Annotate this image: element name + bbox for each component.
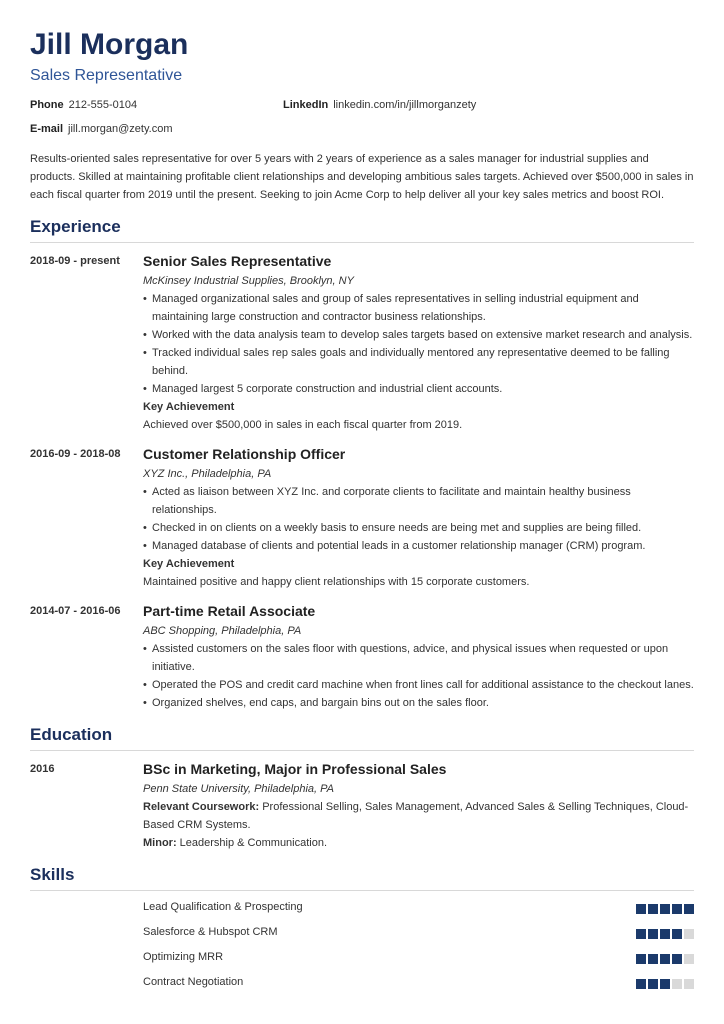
skill-rating	[636, 929, 694, 939]
skill-row	[30, 972, 694, 997]
experience-entry	[30, 251, 694, 434]
contact-phone	[30, 98, 137, 112]
responsibility-item: • Managed organizational sales and group of sales representatives in selling industrial equipment and maintaining large construction and contractor business relationships.	[143, 290, 694, 326]
skill-rating	[636, 954, 694, 964]
skills-list	[30, 897, 694, 997]
experience-entry	[30, 601, 694, 712]
job-title: Part-time Retail Associate	[143, 603, 316, 619]
rating-square-filled	[660, 929, 670, 939]
responsibility-item: • Organized shelves, end caps, and bargain bins out on the sales floor.	[143, 694, 694, 712]
candidate-title: Sales Representative	[30, 67, 183, 84]
rating-square-filled	[648, 979, 658, 989]
responsibility-item: • Managed largest 5 corporate construction and industrial client accounts.	[143, 380, 694, 398]
company-location: McKinsey Industrial Supplies, Brooklyn, NY	[143, 275, 354, 287]
key-achievement-label: Key Achievement	[143, 558, 235, 570]
linkedin-label: LinkedIn	[283, 99, 329, 111]
skills-heading: Skills	[30, 864, 694, 891]
responsibility-list	[143, 640, 694, 712]
skill-row	[30, 947, 694, 972]
degree-title: BSc in Marketing, Major in Professional Sales	[143, 761, 447, 777]
responsibility-list	[143, 290, 694, 398]
experience-heading: Experience	[30, 216, 694, 243]
experience-entry	[30, 444, 694, 591]
rating-square-filled	[636, 904, 646, 914]
phone-value: 212-555-0104	[68, 99, 138, 111]
rating-square-filled	[636, 979, 646, 989]
skill-rating	[636, 904, 694, 914]
skill-row	[30, 897, 694, 922]
company-location: XYZ Inc., Philadelphia, PA	[143, 468, 272, 480]
entry-body	[143, 759, 694, 852]
company-location: ABC Shopping, Philadelphia, PA	[143, 625, 302, 637]
entry-dates: 2014-07 - 2016-06	[30, 605, 121, 617]
rating-square-filled	[672, 954, 682, 964]
rating-square-empty	[672, 979, 682, 989]
rating-square-filled	[648, 904, 658, 914]
profile-summary: Results-oriented sales representative for over 5 years with 2 years of experience as a sales manager for industrial supplies and products. Skilled at maintaining profitable client relationships and developing ambitious sales targets. Achieved over $500,000 in sales in each fiscal quarter from 2019 until the present. Seeking to join Acme Corp to help deliver all your key sales metrics and boost ROI.	[30, 153, 694, 201]
education-heading: Education	[30, 724, 694, 751]
entry-body	[143, 601, 694, 712]
responsibility-item: • Tracked individual sales rep sales goals and individually mentored any representative deemed to be falling behind.	[143, 344, 694, 380]
responsibility-item: • Assisted customers on the sales floor with questions, advice, and physical issues when requested or upon initiative.	[143, 640, 694, 676]
key-achievement-text: Achieved over $500,000 in sales in each fiscal quarter from 2019.	[143, 419, 463, 431]
linkedin-value[interactable]: linkedin.com/in/jillmorganzety	[333, 99, 477, 111]
minor-label: Minor:	[143, 837, 177, 849]
responsibility-item: • Checked in on clients on a weekly basis to ensure needs are being met and supplies are being filled.	[143, 519, 694, 537]
minor-text: Leadership & Communication.	[179, 837, 328, 849]
rating-square-filled	[648, 929, 658, 939]
entry-body	[143, 444, 694, 591]
candidate-name: Jill Morgan	[30, 28, 189, 61]
skill-name: Lead Qualification & Prospecting	[143, 901, 303, 913]
rating-square-empty	[684, 954, 694, 964]
email-value[interactable]: jill.morgan@zety.com	[68, 123, 173, 135]
entry-body	[143, 251, 694, 434]
rating-square-filled	[684, 904, 694, 914]
entry-dates: 2016-09 - 2018-08	[30, 448, 121, 460]
job-title: Customer Relationship Officer	[143, 446, 346, 462]
key-achievement-text: Maintained positive and happy client relationships with 15 corporate customers.	[143, 576, 530, 588]
responsibility-item: • Worked with the data analysis team to develop sales targets based on extensive market research and analysis.	[143, 326, 694, 344]
rating-square-filled	[648, 954, 658, 964]
responsibility-item: • Managed database of clients and potential leads in a customer relationship manager (CRM) program.	[143, 537, 694, 555]
contact-block	[30, 98, 694, 146]
skill-name: Contract Negotiation	[143, 976, 244, 988]
minor-line	[143, 834, 694, 852]
rating-square-filled	[672, 929, 682, 939]
school-location: Penn State University, Philadelphia, PA	[143, 783, 334, 795]
email-label: E-mail	[30, 123, 64, 135]
job-title: Senior Sales Representative	[143, 253, 332, 269]
skill-name: Salesforce & Hubspot CRM	[143, 926, 278, 938]
rating-square-empty	[684, 979, 694, 989]
rating-square-filled	[660, 954, 670, 964]
responsibility-list	[143, 483, 694, 555]
coursework-line	[143, 798, 694, 834]
skill-row	[30, 922, 694, 947]
rating-square-filled	[636, 929, 646, 939]
education-entry	[30, 759, 694, 852]
responsibility-item: • Acted as liaison between XYZ Inc. and corporate clients to facilitate and maintain healthy business relationships.	[143, 483, 694, 519]
coursework-text: Professional Selling, Sales Management, Advanced Sales & Selling Techniques, Cloud-Based CRM Systems.	[143, 801, 689, 831]
experience-list	[30, 251, 694, 712]
skill-name: Optimizing MRR	[143, 951, 224, 963]
rating-square-empty	[684, 929, 694, 939]
rating-square-filled	[672, 904, 682, 914]
key-achievement-label: Key Achievement	[143, 401, 235, 413]
rating-square-filled	[660, 904, 670, 914]
education-list	[30, 759, 694, 852]
skill-rating	[636, 979, 694, 989]
contact-linkedin	[283, 98, 476, 112]
contact-email	[30, 122, 173, 136]
education-year: 2016	[30, 763, 55, 775]
phone-label: Phone	[30, 99, 64, 111]
entry-dates: 2018-09 - present	[30, 255, 120, 267]
responsibility-item: • Operated the POS and credit card machine when front lines call for additional assistance to the checkout lanes.	[143, 676, 694, 694]
coursework-label: Relevant Coursework:	[143, 801, 260, 813]
rating-square-filled	[660, 979, 670, 989]
rating-square-filled	[636, 954, 646, 964]
